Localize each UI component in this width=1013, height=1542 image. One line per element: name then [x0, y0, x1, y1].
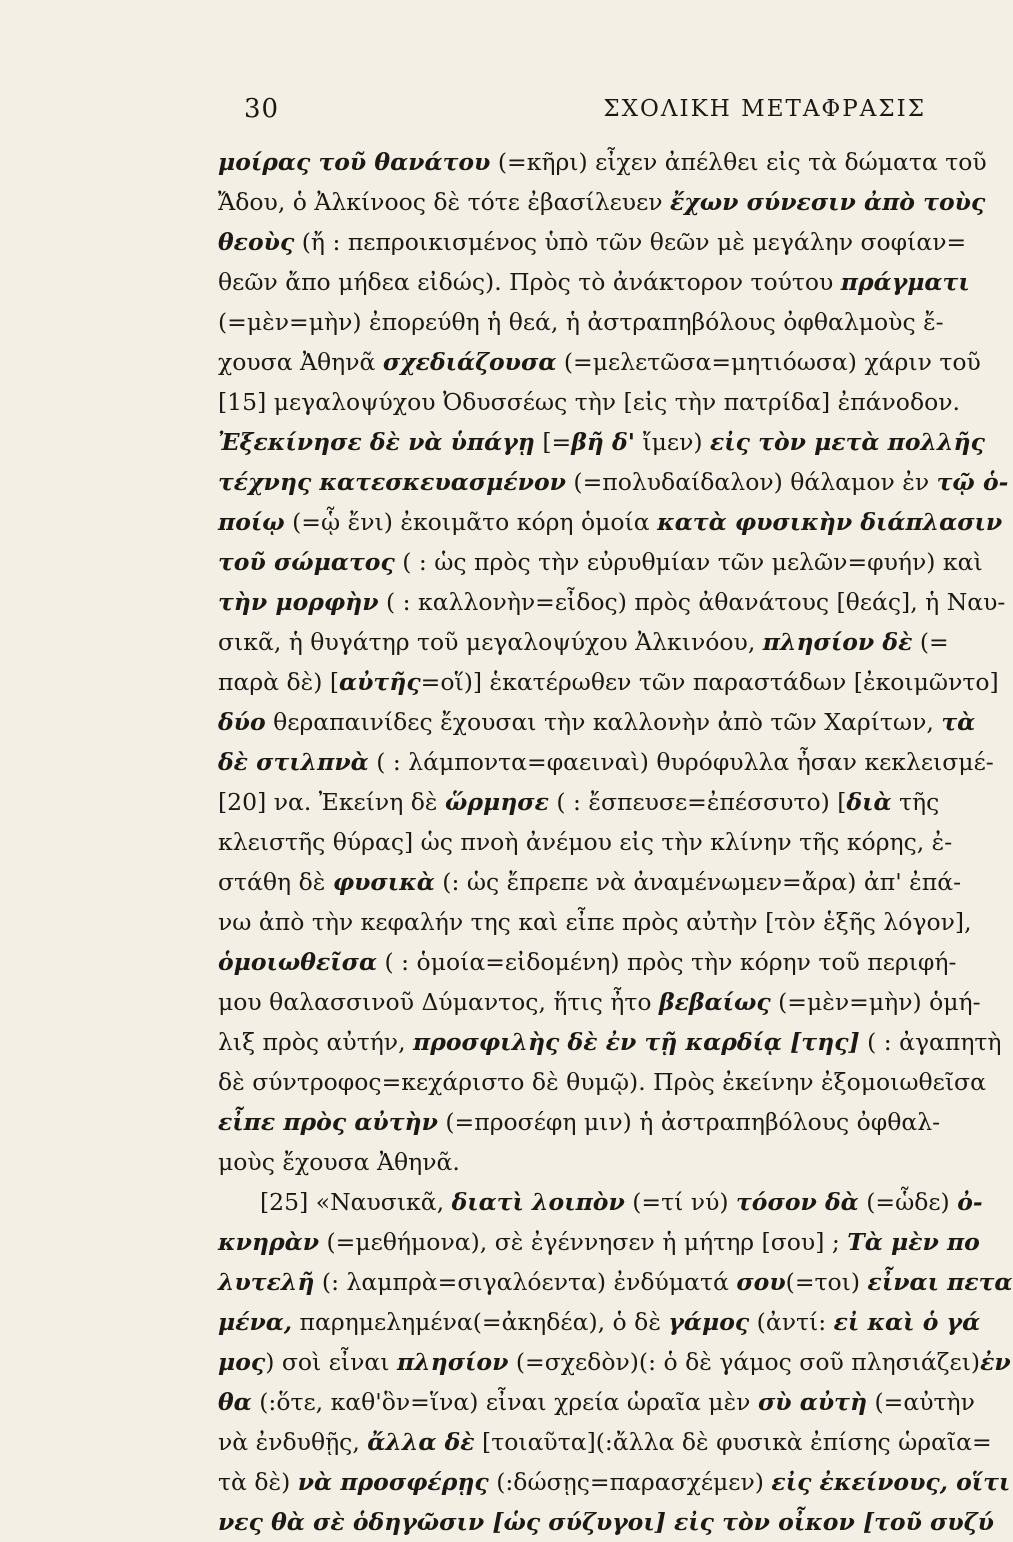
- text-segment: [20] να. Ἐκείνη δὲ: [218, 788, 445, 816]
- emphasized-text: θα: [218, 1388, 252, 1416]
- emphasized-text: ἐν: [980, 1348, 1011, 1376]
- emphasized-text: τὰ: [941, 708, 976, 736]
- text-line: [218, 862, 962, 902]
- text-line: [218, 262, 970, 302]
- emphasized-text: δὲ στιλπνὰ: [218, 748, 369, 776]
- text-line: [218, 702, 976, 742]
- emphasized-text: φυσικὰ: [332, 868, 435, 896]
- emphasized-text: εἰς ἐκείνους, οἵτι: [771, 1468, 1011, 1496]
- text-line: [218, 1102, 962, 1142]
- text-segment: ( : ἀγαπητὴ: [859, 1028, 1002, 1056]
- text-segment: =οἵ)] ἑκατέρωθεν τῶν παραστάδων [ἐκοιμῶντο]: [420, 668, 999, 696]
- text-line: [218, 822, 962, 862]
- text-segment: μου θαλασσινοῦ Δύμαντος, ἥτις ἦτο: [218, 988, 660, 1016]
- text-line: [218, 582, 1006, 622]
- text-line: [218, 1062, 986, 1102]
- emphasized-text: πλησίον δὲ: [762, 628, 913, 656]
- text-segment: νὰ ἐνδυθῇς,: [218, 1428, 368, 1456]
- text-segment: (=μὲν=μὴν) ἐπορεύθη ἡ θεά, ἡ ἀστραπηβόλους ὀφθαλμοὺς ἔ-: [218, 308, 944, 336]
- emphasized-text: προσφιλὴς δὲ ἐν τῇ καρδίᾳ [της]: [413, 1028, 860, 1056]
- text-line: [218, 382, 962, 422]
- text-segment: (ἤ : πεπροικισμένος ὑπὸ τῶν θεῶν μὲ μεγάλην σοφίαν=: [294, 228, 967, 256]
- text-segment: (: λαμπρὰ=σιγαλόεντα) ἐνδύματά: [314, 1268, 737, 1296]
- text-line: [218, 1022, 1002, 1062]
- text-line: [218, 1222, 980, 1262]
- text-line: [218, 502, 1003, 542]
- text-segment: ( : ἔσπευσε=ἐπέσσυτο) [: [548, 788, 847, 816]
- text-segment: θεραπαινίδες ἔχουσαι τὴν καλλονὴν ἀπὸ τῶν Χαρίτων,: [265, 708, 942, 736]
- text-segment: [25] «Ναυσικᾶ,: [260, 1188, 452, 1216]
- emphasized-text: τὴν μορφὴν: [218, 588, 379, 616]
- emphasized-text: τῷ ὁ-: [936, 468, 1009, 496]
- text-line: [218, 1382, 975, 1422]
- text-line: [218, 902, 972, 942]
- emphasized-text: τόσον δὰ: [736, 1188, 859, 1216]
- text-segment: δὲ σύντροφος=κεχάριστο δὲ θυμῷ). Πρὸς ἐκείνην ἐξομοιωθεῖσα: [218, 1068, 986, 1096]
- emphasized-text: διατὶ λοιπὸν: [451, 1188, 625, 1216]
- text-line: [218, 462, 1009, 502]
- text-segment: (: ὡς ἔπρεπε νὰ ἀναμένωμεν=ἄρα) ἀπ' ἐπά-: [434, 868, 962, 896]
- emphasized-text: Τὰ μὲν πο: [847, 1228, 980, 1256]
- text-segment: τὰ δὲ): [218, 1468, 298, 1496]
- text-segment: (=σχεδὸν)(: ὁ δὲ γάμος σοῦ πλησιάζει): [508, 1348, 981, 1376]
- emphasized-text: πράγματι: [840, 268, 970, 296]
- text-segment: [=: [534, 428, 572, 456]
- text-line: [218, 1262, 1013, 1302]
- text-segment: χουσα Ἀθηνᾶ: [218, 348, 383, 376]
- text-segment: (=κῆρι) εἶχεν ἀπέλθει εἰς τὰ δώματα τοῦ: [490, 148, 987, 176]
- text-line: [218, 1302, 981, 1342]
- text-segment: (=ὧδε): [858, 1188, 958, 1216]
- emphasized-text: ἄλλα δὲ: [367, 1428, 475, 1456]
- text-line: [218, 782, 962, 822]
- text-line: [218, 422, 985, 462]
- text-segment: (=πολυδαίδαλον) θάλαμον ἐν: [565, 468, 937, 496]
- page-number: 30: [244, 94, 280, 124]
- emphasized-text: σὺ αὐτὴ: [757, 1388, 868, 1416]
- text-line: [218, 1182, 983, 1222]
- emphasized-text: πλησίον: [396, 1348, 509, 1376]
- text-line: [218, 622, 962, 662]
- emphasized-text: μοίρας τοῦ θανάτου: [218, 148, 491, 176]
- emphasized-text: τοῦ σώματος: [218, 548, 395, 576]
- text-segment: [τοιαῦτα](:ἄλλα δὲ φυσικὰ ἐπίσης ὡραῖα=: [474, 1428, 992, 1456]
- text-line: [218, 1142, 962, 1182]
- text-segment: (=τί νύ): [624, 1188, 736, 1216]
- emphasized-text: μένα,: [218, 1308, 293, 1336]
- text-segment: μοὺς ἔχουσα Ἀθηνᾶ.: [218, 1148, 460, 1176]
- text-segment: (=τοι): [785, 1268, 868, 1296]
- text-segment: ἴμεν): [634, 428, 710, 456]
- text-segment: ) σοὶ εἶναι: [265, 1348, 397, 1376]
- text-line: [218, 182, 986, 222]
- emphasized-text: νὰ προσφέρῃς: [297, 1468, 489, 1496]
- emphasized-text: αὐτῆς: [339, 668, 421, 696]
- emphasized-text: Ἐξεκίνησε δὲ νὰ ὑπάγῃ: [218, 428, 535, 456]
- emphasized-text: λυτελῆ: [218, 1268, 315, 1296]
- emphasized-text: κατὰ φυσικὴν διάπλασιν: [657, 508, 1003, 536]
- text-segment: (=προσέφη μιν) ἡ ἀστραπηβόλους ὀφθαλ-: [437, 1108, 941, 1136]
- text-segment: Ἄδου, ὁ Ἀλκίνοος δὲ τότε ἐβασίλευεν: [218, 188, 670, 216]
- text-segment: λιξ πρὸς αὐτήν,: [218, 1028, 414, 1056]
- text-segment: σικᾶ, ἡ θυγάτηρ τοῦ μεγαλοψύχου Ἀλκινόου,: [218, 628, 763, 656]
- text-segment: [15] μεγαλοψύχου Ὀδυσσέως τὴν [εἰς τὴν πατρίδα] ἐπάνοδον.: [218, 388, 960, 416]
- text-line: [218, 662, 999, 702]
- text-line: [218, 1342, 1011, 1382]
- text-segment: (=αὐτὴν: [867, 1388, 975, 1416]
- text-segment: παρὰ δὲ) [: [218, 668, 340, 696]
- text-segment: (:δώσῃς=παρασχέμεν): [488, 1468, 772, 1496]
- text-segment: (=μὲν=μὴν) ὁμή-: [770, 988, 981, 1016]
- text-line: [218, 1462, 1011, 1502]
- emphasized-text: εἰ καὶ ὁ γά: [833, 1308, 981, 1336]
- text-segment: (=μελετῶσα=μητιόωσα) χάριν τοῦ: [556, 348, 981, 376]
- emphasized-text: θεοὺς: [218, 228, 295, 256]
- emphasized-text: ὥρμησε: [445, 788, 549, 816]
- emphasized-text: δύο: [218, 708, 266, 736]
- emphasized-text: ἔχων σύνεσιν ἀπὸ τοὺς: [670, 188, 986, 216]
- body-text: [218, 142, 1013, 1542]
- text-segment: (=μεθήμονα), σὲ ἐγέννησεν ἡ μήτηρ [σου] ;: [319, 1228, 848, 1256]
- text-segment: παρημελημένα(=ἀκηδέα), ὁ δὲ: [292, 1308, 669, 1336]
- emphasized-text: βεβαίως: [659, 988, 771, 1016]
- text-line: [218, 542, 983, 582]
- emphasized-text: ὀ-: [957, 1188, 983, 1216]
- emphasized-text: εἰς τὸν μετὰ πολλῆς: [710, 428, 985, 456]
- text-line: [218, 742, 994, 782]
- emphasized-text: ποίῳ: [218, 508, 285, 536]
- text-segment: ( : λάμποντα=φαειναὶ) θυρόφυλλα ἦσαν κεκλεισμέ-: [368, 748, 994, 776]
- text-segment: (=: [912, 628, 949, 656]
- emphasized-text: τέχνης κατεσκευασμένον: [218, 468, 566, 496]
- text-line: [218, 942, 962, 982]
- text-segment: (ἀντί:: [749, 1308, 834, 1336]
- text-segment: (=ᾧ ἔνι) ἐκοιμᾶτο κόρη ὁμοία: [284, 508, 658, 536]
- emphasized-text: βῆ δ': [571, 428, 635, 456]
- text-segment: (:ὅτε, καθ'ὃν=ἵνα) εἶναι χρεία ὡραῖα μὲν: [251, 1388, 758, 1416]
- text-segment: στάθη δὲ: [218, 868, 333, 896]
- emphasized-text: διὰ: [846, 788, 892, 816]
- text-line: [218, 302, 962, 342]
- text-line: [218, 982, 981, 1022]
- text-line: [218, 342, 981, 382]
- text-segment: κλειστῆς θύρας] ὡς πνοὴ ἀνέμου εἰς τὴν κλίνην τῆς κόρης, ἐ-: [218, 828, 953, 856]
- text-segment: τῆς: [891, 788, 940, 816]
- text-segment: θεῶν ἄπο μήδεα εἰδώς). Πρὸς τὸ ἀνάκτορον τούτου: [218, 268, 841, 296]
- emphasized-text: γάμος: [668, 1308, 750, 1336]
- emphasized-text: νες θὰ σὲ ὁδηγῶσιν [ὡς σύζυγοι] εἰς τὸν οἶκον [τοῦ συζύ: [218, 1508, 994, 1536]
- emphasized-text: εἶναι πετα: [867, 1268, 1013, 1296]
- emphasized-text: σχεδιάζουσα: [382, 348, 557, 376]
- text-line: [218, 1422, 992, 1462]
- emphasized-text: μος: [218, 1348, 266, 1376]
- text-segment: ( : καλλονὴν=εἶδος) πρὸς ἀθανάτους [θεάς], ἡ Ναυ-: [378, 588, 1006, 616]
- text-line: [218, 222, 967, 262]
- emphasized-text: ὁμοιωθεῖσα: [218, 948, 378, 976]
- emphasized-text: εἶπε πρὸς αὐτὴν: [218, 1108, 438, 1136]
- text-line: [218, 1502, 994, 1542]
- running-title: ΣΧΟΛΙΚΗ ΜΕΤΑΦΡΑΣΙΣ: [603, 96, 926, 122]
- text-segment: ( : ὁμοία=εἰδομένη) πρὸς τὴν κόρην τοῦ περιφή-: [377, 948, 957, 976]
- text-segment: νω ἀπὸ τὴν κεφαλήν της καὶ εἶπε πρὸς αὐτὴν [τὸν ἑξῆς λόγον],: [218, 908, 972, 936]
- text-segment: ( : ὡς πρὸς τὴν εὐρυθμίαν τῶν μελῶν=φυήν) καὶ: [394, 548, 983, 576]
- text-line: [218, 142, 987, 182]
- emphasized-text: κνηρὰν: [218, 1228, 320, 1256]
- emphasized-text: σου: [736, 1268, 786, 1296]
